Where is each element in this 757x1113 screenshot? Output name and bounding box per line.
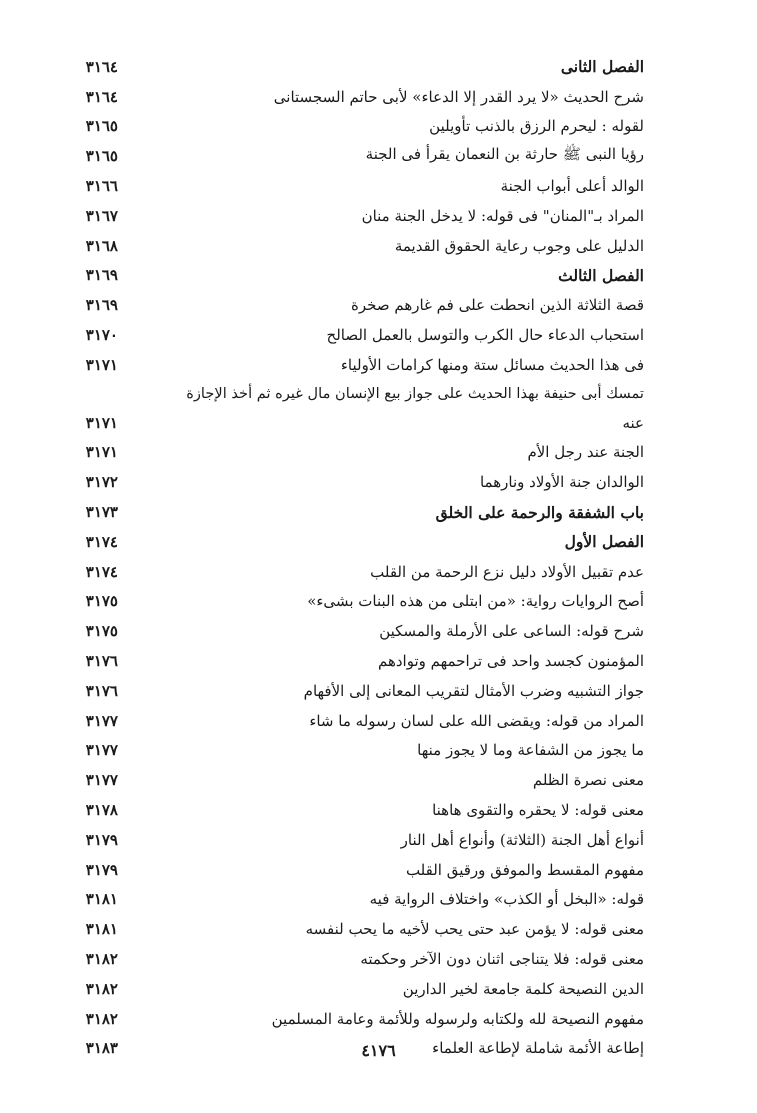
toc-entry-page: ٣١٧٤ — [85, 562, 118, 581]
toc-entry-title: مفهوم المقسط والموفق ورقيق القلب — [405, 860, 644, 879]
toc-entry-page: ٣١٧٧ — [85, 741, 118, 760]
toc-entry — [0, 795, 757, 825]
toc-entry — [0, 855, 757, 885]
toc-entry — [0, 201, 757, 231]
toc-entry-title: فى هذا الحديث مسائل ستة ومنها كرامات الأولياء — [340, 355, 644, 374]
toc-entry — [0, 112, 757, 142]
toc-entry-page: ٣١٦٤ — [85, 57, 118, 76]
toc-entry-title: تمسك أبى حنيفة بهذا الحديث على جواز بيع الإنسان مال غيره ثم أخذ الإجازة — [186, 385, 644, 403]
toc-section-heading: الفصل الثالث — [558, 265, 644, 285]
toc-entry — [0, 825, 757, 855]
toc-entry-title: عدم تقبيل الأولاد دليل نزع الرحمة من القلب — [370, 562, 644, 581]
toc-entry-page: ٣١٧٦ — [85, 652, 118, 671]
toc-entry — [0, 380, 757, 408]
toc-entry — [0, 171, 757, 201]
toc-entry — [0, 736, 757, 766]
toc-entry-title: مفهوم النصيحة لله ولكتابه ولرسوله وللأئمة وعامة المسلمين — [271, 1009, 644, 1028]
toc-entry-page: ٣١٧٧ — [85, 771, 118, 790]
toc-entry-page: ٣١٧٥ — [85, 592, 118, 611]
toc-entry-title: شرح الحديث «لا يرد القدر إلا الدعاء» لأبى حاتم السجستانى — [273, 87, 644, 106]
toc-entry-title: الوالد أعلى أبواب الجنة — [500, 177, 644, 196]
toc-entry-page: ٣١٧٣ — [85, 503, 118, 522]
toc-entry-page — [48, 380, 118, 408]
toc-entry — [0, 557, 757, 587]
toc-entry-title: معنى قوله: لا يحقره والتقوى هاهنا — [432, 801, 644, 820]
toc-entry-page: ٣١٧٥ — [85, 622, 118, 641]
toc-entry-title: الدين النصيحة كلمة جامعة لخير الدارين — [402, 979, 644, 998]
toc-entry-page: ٣١٨١ — [85, 890, 118, 909]
toc-entry — [0, 646, 757, 676]
toc-entry-title: جواز التشبيه وضرب الأمثال لتقريب المعانى إلى الأفهام — [303, 681, 644, 700]
toc-entry-title: الجنة عند رجل الأم — [527, 443, 644, 462]
toc-entry — [0, 141, 757, 171]
toc-entry — [0, 350, 757, 380]
toc-entry-page: ٣١٦٩ — [85, 296, 118, 315]
toc-entry — [0, 944, 757, 974]
toc-entry-title: قوله: «البخل أو الكذب» واختلاف الرواية فيه — [369, 890, 644, 909]
toc-entry-page: ٣١٨٢ — [85, 979, 118, 998]
toc-entry — [0, 587, 757, 617]
toc-entry — [0, 320, 757, 350]
toc-entry — [0, 914, 757, 944]
toc-entry — [0, 438, 757, 468]
toc-entry-page: ٣١٧٩ — [85, 860, 118, 879]
toc-entry — [0, 974, 757, 1004]
toc-entry — [0, 82, 757, 112]
toc-entry-page: ٣١٦٥ — [85, 147, 118, 166]
toc-entry-page: ٣١٧٨ — [85, 801, 118, 820]
toc-entry-page: ٣١٦٤ — [85, 87, 118, 106]
toc-entry-page: ٣١٧١ — [85, 355, 118, 374]
toc-entry-page: ٣١٦٥ — [85, 117, 118, 136]
toc-entry-page: ٣١٨١ — [85, 920, 118, 939]
toc-entry — [0, 527, 757, 557]
toc-entry — [0, 52, 757, 82]
toc-entry — [0, 706, 757, 736]
toc-entry — [0, 1004, 757, 1034]
toc-entry — [0, 408, 757, 438]
toc-entry-title: الوالدان جنة الأولاد ونارهما — [479, 473, 644, 492]
toc-entry-page: ٣١٧٤ — [85, 532, 118, 551]
toc-entry-page: ٣١٧٩ — [85, 830, 118, 849]
toc-entry — [0, 676, 757, 706]
toc-entry-page: ٣١٦٦ — [85, 177, 118, 196]
toc-entry-page: ٣١٨٣ — [85, 1039, 118, 1058]
toc-entry-page: ٣١٧٦ — [85, 681, 118, 700]
toc-entry — [0, 231, 757, 261]
toc-entry — [0, 616, 757, 646]
toc-list — [0, 52, 757, 1063]
toc-entry-title: معنى قوله: لا يؤمن عبد حتى يحب لأخيه ما يحب لنفسه — [305, 920, 644, 939]
toc-entry-title: معنى قوله: فلا يتناجى اثنان دون الآخر وحكمته — [360, 950, 644, 968]
toc-entry-title: المراد من قوله: ويقضى الله على لسان رسوله ما شاء — [309, 711, 644, 730]
toc-entry-page: ٣١٧١ — [85, 413, 118, 432]
toc-entry-title: المراد بـ"المنان" فى قوله: لا يدخل الجنة منان — [361, 206, 644, 225]
toc-entry-title: ما يجوز من الشفاعة وما لا يجوز منها — [417, 741, 644, 760]
toc-entry-page: ٣١٦٩ — [85, 266, 118, 285]
toc-entry-title: شرح قوله: الساعى على الأرملة والمسكين — [379, 622, 644, 641]
toc-entry-page: ٣١٧٠ — [85, 326, 118, 345]
toc-entry-page: ٣١٧١ — [85, 443, 118, 462]
toc-entry — [0, 765, 757, 795]
toc-entry — [0, 467, 757, 497]
toc-entry-page: ٣١٨٢ — [85, 950, 118, 968]
toc-entry-title: معنى نصرة الظلم — [532, 771, 644, 790]
toc-section-heading: الفصل الأول — [564, 532, 644, 552]
toc-entry-page: ٣١٦٧ — [85, 206, 118, 225]
toc-entry-title: رؤيا النبى ﷺ حارثة بن النعمان يقرأ فى الجنة — [365, 145, 644, 164]
toc-entry-page: ٣١٧٧ — [85, 711, 118, 730]
toc-entry-title: عنه — [622, 413, 644, 432]
toc-entry — [0, 497, 757, 527]
page-number: ٤١٧٦ — [361, 1041, 396, 1060]
toc-entry-title: استحباب الدعاء حال الكرب والتوسل بالعمل الصالح — [326, 326, 644, 345]
toc-entry-title: لقوله : ليحرم الرزق بالذنب تأويلين — [429, 117, 644, 136]
toc-entry-page: ٣١٨٢ — [85, 1009, 118, 1028]
toc-entry-title: المؤمنون كجسد واحد فى تراحمهم وتوادهم — [377, 652, 644, 671]
toc-entry-title: أصح الروايات رواية: «من ابتلى من هذه البنات بشىء» — [307, 592, 644, 611]
toc-entry — [0, 261, 757, 291]
toc-entry-page: ٣١٦٨ — [85, 236, 118, 255]
toc-entry — [0, 290, 757, 320]
toc-entry-title: قصة الثلاثة الذين انحطت على فم غارهم صخرة — [351, 296, 644, 315]
toc-entry-page: ٣١٧٢ — [85, 473, 118, 492]
toc-entry — [0, 885, 757, 915]
toc-section-heading: باب الشفقة والرحمة على الخلق — [435, 502, 644, 522]
toc-entry-title: إطاعة الأئمة شاملة لإطاعة العلماء — [432, 1039, 644, 1058]
toc-entry-title: أنواع أهل الجنة (الثلاثة) وأنواع أهل النار — [400, 830, 644, 849]
toc-entry-title: الدليل على وجوب رعاية الحقوق القديمة — [394, 236, 644, 255]
toc-section-heading: الفصل الثانى — [560, 57, 644, 77]
